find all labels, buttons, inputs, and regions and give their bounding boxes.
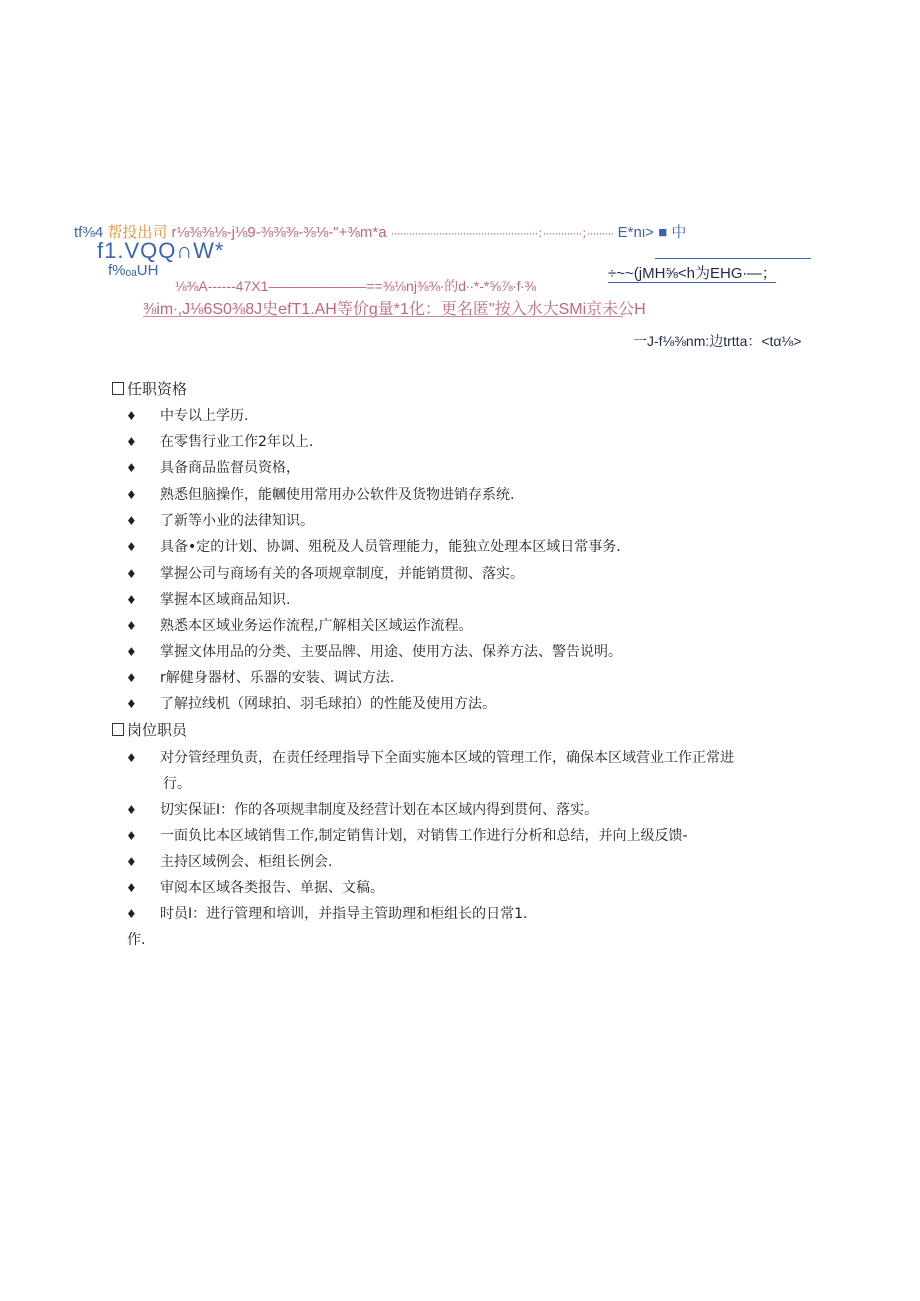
diamond-bullet-icon: ♦ [126, 514, 137, 528]
list-item-text: 熟悉本区域业务运作流程,广解相关区域运作流程。 [160, 618, 473, 634]
list-item-text: 中专以上学历. [160, 408, 249, 424]
list-item-text: 熟悉但脑操作，能幗使用常用办公软件及货物进销存系统. [160, 487, 515, 503]
diamond-bullet-icon: ♦ [126, 803, 137, 817]
diamond-bullet-icon: ♦ [126, 829, 137, 843]
list-item [126, 825, 688, 845]
checkbox-square-icon [112, 723, 124, 736]
list-item [126, 510, 314, 530]
list-item-continuation: 行。 [163, 776, 191, 792]
diamond-bullet-icon: ♦ [126, 488, 137, 502]
diamond-bullet-icon: ♦ [126, 907, 137, 921]
diamond-bullet-icon: ♦ [126, 567, 137, 581]
list-item [126, 431, 313, 451]
list-item [126, 484, 514, 504]
list-item [126, 693, 496, 713]
list-item-text: 时员I：进行管理和培训，并指导主管助理和柜组长的日常1. [160, 906, 528, 922]
diamond-bullet-icon: ♦ [126, 645, 137, 659]
header-line-3-left: f%ₒₐUH [108, 262, 159, 279]
header-line-1-dots: ·················································：·············；········· [390, 226, 614, 240]
diamond-bullet-icon: ♦ [126, 881, 137, 895]
diamond-bullet-icon: ♦ [126, 540, 137, 554]
diamond-bullet-icon: ♦ [126, 593, 137, 607]
list-item [126, 536, 621, 556]
list-item [126, 563, 524, 583]
section-title-text: 岗位职员 [127, 721, 188, 739]
list-item-continuation: 作. [127, 932, 146, 948]
header-line-3-right: ÷~~(jMH⅝<h为EHG∙—； [608, 265, 777, 282]
diamond-bullet-icon: ♦ [126, 855, 137, 869]
list-item-text: 一面负比本区域销售工作,制定销售计划，对销售工作进行分析和总结，并向上级反馈- [160, 828, 688, 844]
header-line-1-e: 中 [671, 224, 687, 241]
square-icon: ■ [658, 224, 668, 241]
list-item-text: 在零售行业工作2年以上. [160, 434, 314, 450]
list-item [126, 641, 622, 661]
list-item [126, 799, 598, 819]
section-title-qualifications [112, 378, 187, 399]
list-item [126, 405, 248, 425]
list-item-text: 了解拉线机（网球拍、羽毛球拍）的性能及使用方法。 [160, 696, 496, 712]
list-item [126, 589, 290, 609]
list-item [126, 851, 332, 871]
list-item-text: 切实保证I：作的各项规聿制度及经营计划在本区域内得到贯何、落实。 [160, 802, 599, 818]
header-line-6: 一J-f⅛⅜nm:边trtta：<tα⅛> [633, 333, 802, 349]
diamond-bullet-icon: ♦ [126, 619, 137, 633]
list-item-text: 具备•定的计划、协调、殂税及人员管理能力，能独立处理本区域日常事务. [160, 539, 621, 555]
header-line-5-underline [143, 316, 623, 317]
list-item [126, 877, 384, 897]
diamond-bullet-icon: ♦ [126, 697, 137, 711]
header-line-1-company: 帮投出司 [107, 224, 168, 241]
list-item-text: 掌握文体用品的分类、主要品牌、用途、使用方法、保养方法、警告说明。 [160, 644, 622, 660]
diamond-bullet-icon: ♦ [126, 409, 137, 423]
list-item-text: 具备商品监督员资格， [160, 460, 300, 476]
list-item-text: 掌握本区域商品知识. [160, 592, 291, 608]
diamond-bullet-icon: ♦ [126, 435, 137, 449]
list-item [126, 667, 394, 687]
header-line-1-c: r⅛⅜⅜⅛-j⅛9-⅜⅜⅜-⅜⅛-"+⅜m*a [171, 224, 387, 241]
header-line-5: ⅜im∙,J⅛6S0⅜8J史efT1.AH等价g量*1化：更名匿"按入水大SMi京未公H [143, 301, 646, 318]
diamond-bullet-icon: ♦ [126, 671, 137, 685]
section-title-text: 任职资格 [127, 380, 188, 398]
header-line-1-d: E*nι> [617, 224, 654, 241]
list-item-text: 审阅本区域各类报告、单据、文稿。 [160, 880, 384, 896]
list-item [126, 747, 734, 767]
header-rule-mid [608, 282, 776, 283]
list-item-text: 对分管经理负责，在责任经理指导下全面实施本区域的管理工作，确保本区域营业工作正常进 [160, 750, 734, 766]
list-item-text: 了新等小业的法律知识。 [160, 513, 314, 529]
diamond-bullet-icon: ♦ [126, 461, 137, 475]
checkbox-square-icon [112, 382, 124, 395]
header-line-2: f1.VQQ∩W* [97, 238, 225, 263]
list-item-text: 主持区域例会、柜组长例会. [160, 854, 333, 870]
section-title-duties [112, 719, 187, 740]
list-item-text: 掌握公司与商场有关的各项规章制度，并能销贯彻、落实。 [160, 566, 524, 582]
header-line-4: ⅛⅜A------47X1———————==⅜⅛nj⅜⅜∙的d∙∙*-*⅝⅞∙f∙⅜ [175, 278, 537, 294]
diamond-bullet-icon: ♦ [126, 751, 137, 765]
header-line-1-a: tf⅜4 [74, 224, 104, 241]
header-rule-top [655, 258, 811, 259]
list-item [126, 457, 300, 477]
list-item-text: r解健身器材、乐器的安装、调试方法. [160, 670, 395, 686]
list-item [126, 615, 472, 635]
list-item [126, 903, 528, 923]
